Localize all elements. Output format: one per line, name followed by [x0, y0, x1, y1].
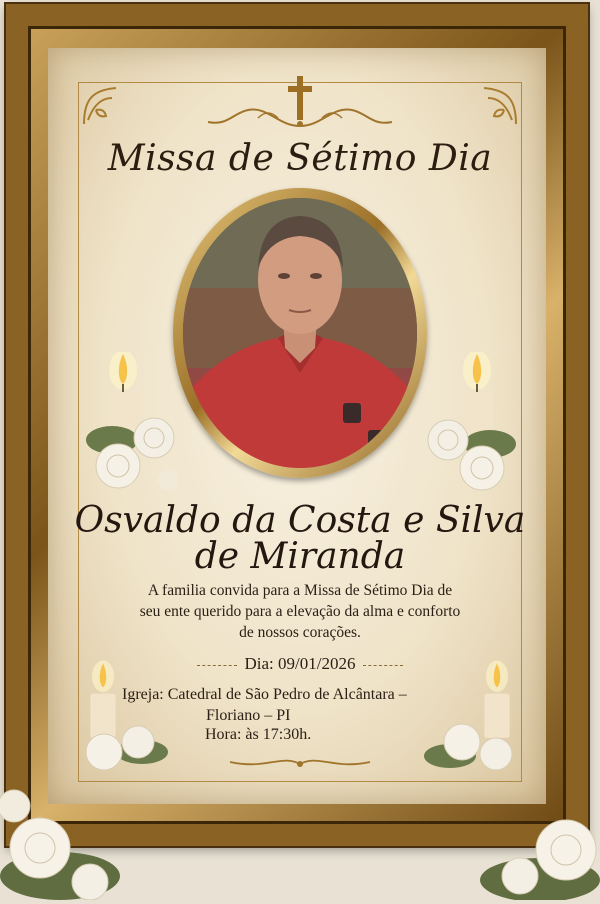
invitation-line: seu ente querido para a elevação da alma e conforto: [139, 603, 461, 620]
church-line2: Floriano – PI: [206, 707, 291, 724]
white-rose-icon: [82, 410, 188, 502]
invitation-line: A familia convida para a Missa de Sétimo Dia de: [147, 582, 453, 599]
portrait-photo: [183, 198, 417, 468]
corner-ornament-top-left: [82, 86, 130, 126]
white-rose-icon: [420, 712, 518, 776]
deceased-name-line1: Osvaldo da Costa e Silva: [74, 500, 526, 541]
deceased-name-line2: de Miranda: [194, 536, 406, 577]
white-rose-icon: [470, 800, 600, 900]
divider: [363, 665, 403, 666]
invitation-text: [90, 580, 510, 643]
invitation-line: de nossos corações.: [239, 624, 361, 641]
divider: [197, 665, 237, 666]
flourish-ornament-bottom: [222, 750, 378, 776]
flourish-ornament-top: [188, 96, 412, 132]
white-rose-icon: [414, 410, 520, 502]
corner-ornament-top-right: [470, 86, 518, 126]
white-rose-icon: [0, 786, 120, 900]
church-line1: Igreja: Catedral de São Pedro de Alcântara –: [122, 686, 407, 703]
mass-hour: Hora: às 17:30h.: [205, 726, 312, 743]
mass-date: Dia: 09/01/2026: [244, 654, 356, 673]
white-rose-icon: [82, 712, 172, 776]
page-title: Missa de Sétimo Dia: [107, 138, 493, 179]
